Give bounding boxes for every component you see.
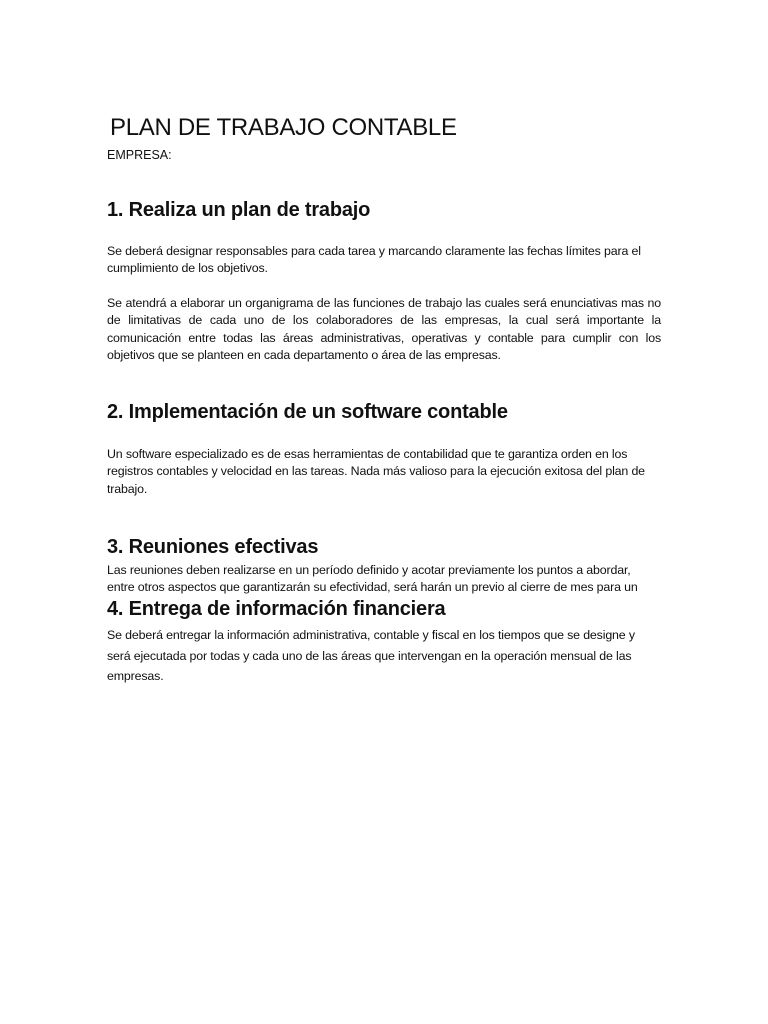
section-2-paragraph-1: Un software especializado es de esas herramientas de contabilidad que te garantiza orden en los registros contables y velocidad en las tareas. Nada más valioso para la ejecución exitosa del plan de trabajo. — [107, 447, 645, 496]
section-4-heading: 4. Entrega de información financiera — [107, 598, 446, 620]
section-4-paragraph-1: Se deberá entregar la información administrativa, contable y fiscal en los tiempos que se designe y será ejecutada por todas y cada uno de las áreas que intervengan en la operación mensual de las empresas. — [107, 628, 635, 683]
document-title: PLAN DE TRABAJO CONTABLE — [110, 114, 457, 141]
section-1-paragraph-2: Se atendrá a elaborar un organigrama de las funciones de trabajo las cuales será enunciativas mas no de limitativas de cada uno de los colaboradores de las empresas, la cual será importante la comunicación entre todas las áreas administrativas, operativas y contable para cumplir con los objetivos que se planteen en cada departamento o área de las empresas. — [107, 296, 661, 363]
section-1-paragraph-1: Se deberá designar responsables para cada tarea y marcando claramente las fechas límites para el cumplimiento de los objetivos. — [107, 244, 641, 276]
section-3-paragraph-1: Las reuniones deben realizarse en un período definido y acotar previamente los puntos a abordar, entre otros aspectos que garantizarán su efectividad, será harán un previo al cierre de mes para un — [107, 563, 638, 595]
section-1-heading: 1. Realiza un plan de trabajo — [107, 199, 371, 221]
company-label: EMPRESA: — [107, 148, 172, 162]
section-3-heading: 3. Reuniones efectivas — [107, 536, 319, 558]
section-2-heading: 2. Implementación de un software contable — [107, 401, 508, 423]
